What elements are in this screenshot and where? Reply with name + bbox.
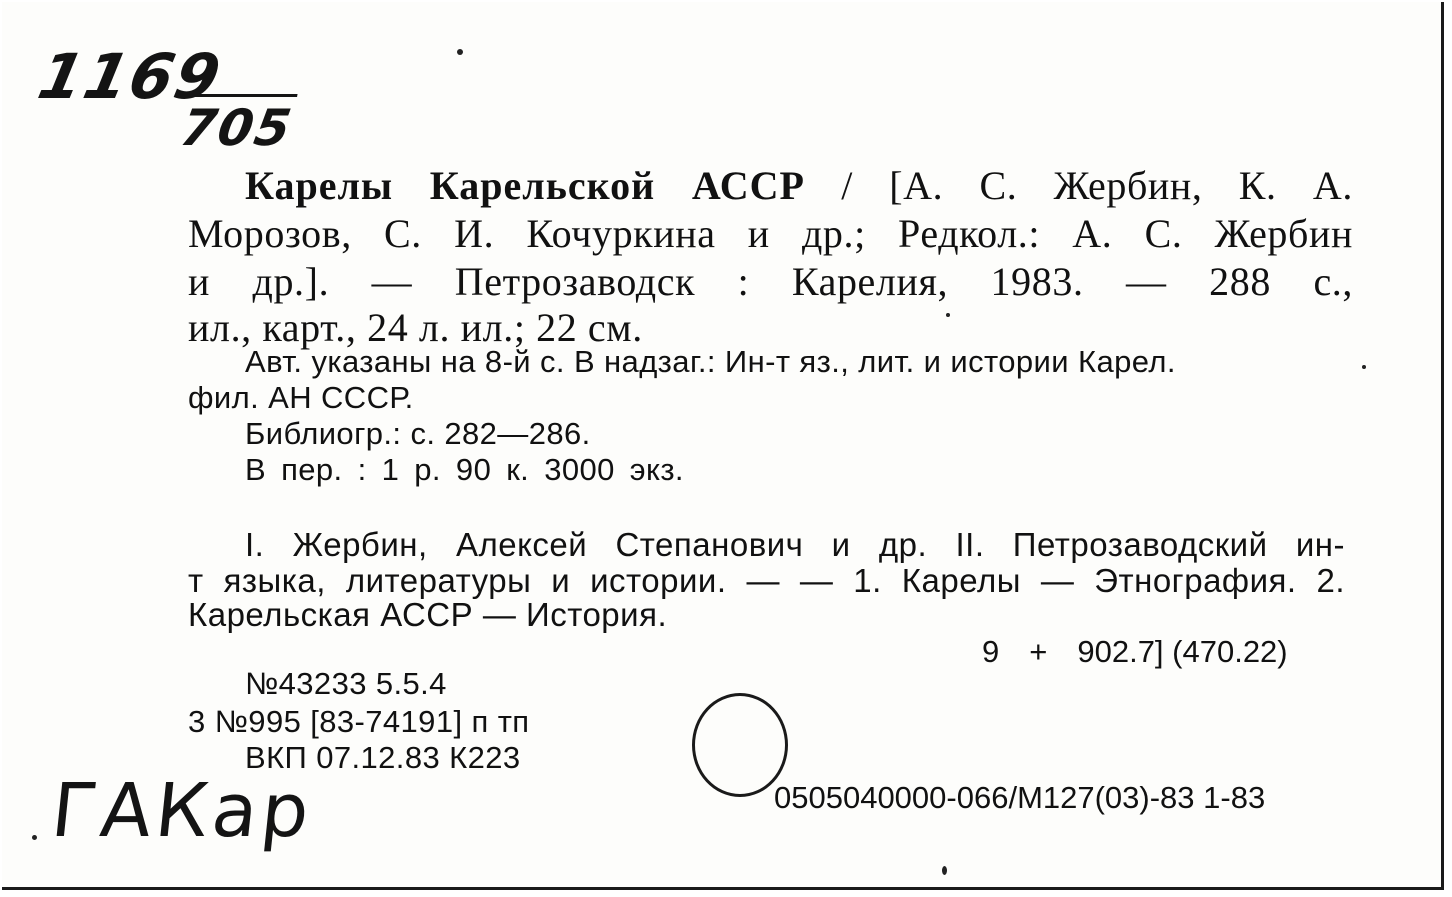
entry-line-4: ил., карт., 24 л. ил.; 22 см. [188,305,643,350]
note-institution: фил. АН СССР. [188,380,414,415]
entry-title: Карелы Карельской АССР [245,163,805,208]
entry-line-3: и др.]. — Петрозаводск : Карелия, 1983. — 288 с., [188,259,1353,304]
register-line-2: 3 №995 [83-74191] п тп [188,704,530,739]
print-speck [32,835,37,840]
catalog-card [2,2,1444,890]
print-speck [946,313,950,317]
entry-line-1 [245,162,1353,209]
print-speck [457,49,463,55]
tracings-line-3: Карельская АССР — История. [188,596,668,633]
shelf-mark-denominator: 705 [176,94,297,157]
classification-left: 9 [982,634,1000,669]
entry-responsibility: / [А. С. Жербин, К. А. [841,163,1353,208]
register-line-3: ВКП 07.12.83 К223 [245,740,521,775]
tracings-line-2: т языка, литературы и истории. — — 1. Карелы — Этнография. 2. [188,562,1345,599]
classification-index [982,634,1288,670]
register-line-1: №43233 5.5.4 [245,666,447,701]
entry-line-2: Морозов, С. И. Кочуркина и др.; Редкол.: А. С. Жербин [188,211,1353,256]
classification-sign: + [1029,634,1048,669]
classification-right: 902.7] (470.22) [1077,634,1288,669]
note-author: Авт. указаны на 8-й с. В надзаг.: Ин-т яз., лит. и истории Карел. [245,344,1176,379]
tracings-line-1: I. Жербин, Алексей Степанович и др. II. Петрозаводский ин- [245,526,1345,563]
isbn-code: 0505040000-066/М127(03)-83 1-83 [774,780,1266,815]
shelf-mark-number: 1169 [32,40,229,113]
print-speck [942,866,947,875]
print-speck [1362,365,1366,369]
holder-mark: ГАКар [47,768,318,854]
note-binding-price: В пер. : 1 р. 90 к. 3000 экз. [245,452,684,487]
note-bibliography: Библиогр.: с. 282—286. [245,416,591,451]
